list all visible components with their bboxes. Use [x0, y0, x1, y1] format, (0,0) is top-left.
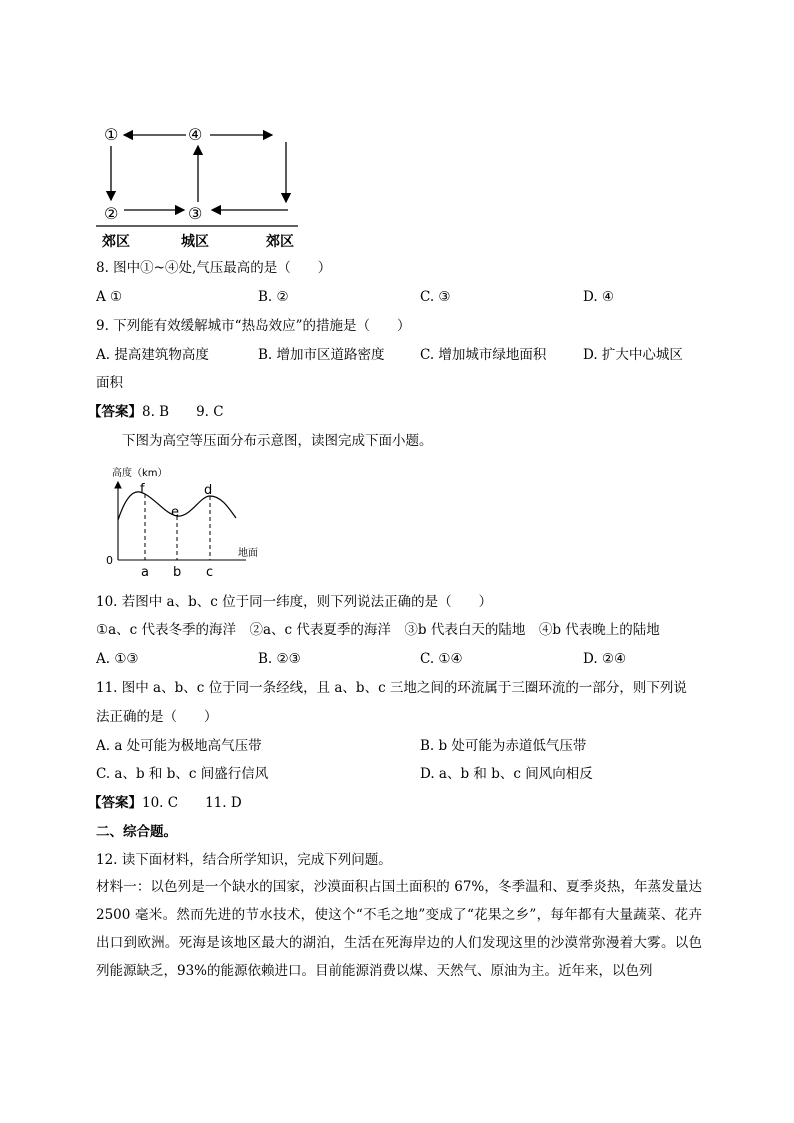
q12-material-1: 材料一：以色列是一个缺水的国家，沙漠面积占国土面积的 67%，冬季温和、夏季炎热，年蒸发量达 2500 毫米。然而先进的节水技术，使这个“不毛之地”变成了“花果之乡”，每年都有大量蔬菜、花卉出口到欧洲。死海是该地区最大的湖泊，生活在死海岸边的人们发现这里的沙漠常弥漫着大雾。以色列能源缺乏，93%的能源依赖进口。目前能源消费以煤、天然气、原油为主。近年来，以色列: [96, 879, 702, 979]
peak-label-f: f: [140, 482, 145, 497]
q11-option-d[interactable]: D. a、b 和 b、c 间风向相反: [420, 766, 593, 782]
q11-option-a[interactable]: A. a 处可能为极地高气压带: [96, 738, 262, 754]
y-axis-label: 高度（km）: [112, 468, 168, 479]
q8-option-c[interactable]: C. ③: [420, 289, 451, 305]
q9-option-b[interactable]: B. 增加市区道路密度: [258, 347, 385, 363]
q8-option-d[interactable]: D. ④: [583, 289, 615, 305]
q9-option-a[interactable]: A. 提高建筑物高度: [96, 347, 209, 363]
q12-stem: 12. 读下面材料，结合所学知识，完成下列问题。: [96, 852, 392, 868]
q9-option-d[interactable]: D. 扩大中心城区: [583, 347, 683, 363]
node-2: ②: [104, 204, 119, 223]
q9-option-d-continued: 面积: [96, 375, 123, 391]
answer-value: 8. B 9. C: [142, 404, 224, 420]
q10-option-d[interactable]: D. ②④: [583, 651, 627, 667]
point-label-c: c: [206, 565, 214, 580]
answer-2: [88, 793, 242, 813]
point-label-b: b: [173, 565, 182, 580]
label-suburb-left: 郊区: [102, 234, 130, 250]
point-label-a: a: [141, 565, 149, 580]
peak-label-d: d: [204, 483, 213, 498]
origin-label: 0: [106, 554, 113, 567]
answer-value: 10. C 11. D: [142, 795, 242, 811]
q11-stem-line1: 11. 图中 a、b、c 位于同一条经线，且 a、b、c 三地之间的环流属于三圈环流的一部分，则下列说: [96, 680, 687, 696]
isobaric-diagram: [100, 462, 270, 582]
label-suburb-right: 郊区: [266, 234, 294, 250]
peak-label-e: e: [171, 505, 179, 520]
q10-option-a[interactable]: A. ①③: [96, 651, 139, 667]
answer-1: [88, 402, 224, 422]
section-heading: 二、综合题。: [96, 824, 177, 840]
q11-option-c[interactable]: C. a、b 和 b、c 间盛行信风: [96, 766, 269, 782]
q10-option-c[interactable]: C. ①④: [420, 651, 463, 667]
label-urban: 城区: [181, 234, 209, 250]
q10-statements: ①a、c 代表冬季的海洋 ②a、c 代表夏季的海洋 ③b 代表白天的陆地 ④b 代表晚上的陆地: [96, 622, 660, 638]
node-4: ④: [188, 125, 203, 144]
intro-2: 下图为高空等压面分布示意图，读图完成下面小题。: [122, 433, 433, 449]
node-3: ③: [188, 204, 203, 223]
answer-label: 【答案】: [88, 795, 142, 811]
x-axis-label: 地面: [238, 548, 258, 559]
q9-stem: 9. 下列能有效缓解城市“热岛效应”的措施是（ ）: [96, 318, 411, 334]
q9-option-c[interactable]: C. 增加城市绿地面积: [420, 347, 547, 363]
q11-stem-line2: 法正确的是（ ）: [96, 709, 218, 725]
q10-stem: 10. 若图中 a、b、c 位于同一纬度，则下列说法正确的是（ ）: [96, 594, 493, 610]
node-1: ①: [104, 125, 119, 144]
answer-label: 【答案】: [88, 404, 142, 420]
q8-option-a[interactable]: A ①: [96, 289, 123, 305]
heat-island-diagram: [96, 118, 316, 258]
q10-option-b[interactable]: B. ②③: [258, 651, 301, 667]
q11-option-b[interactable]: B. b 处可能为赤道低气压带: [420, 738, 587, 754]
q8-option-b[interactable]: B. ②: [258, 289, 289, 305]
q8-stem: 8. 图中①~④处,气压最高的是（ ）: [96, 260, 332, 276]
